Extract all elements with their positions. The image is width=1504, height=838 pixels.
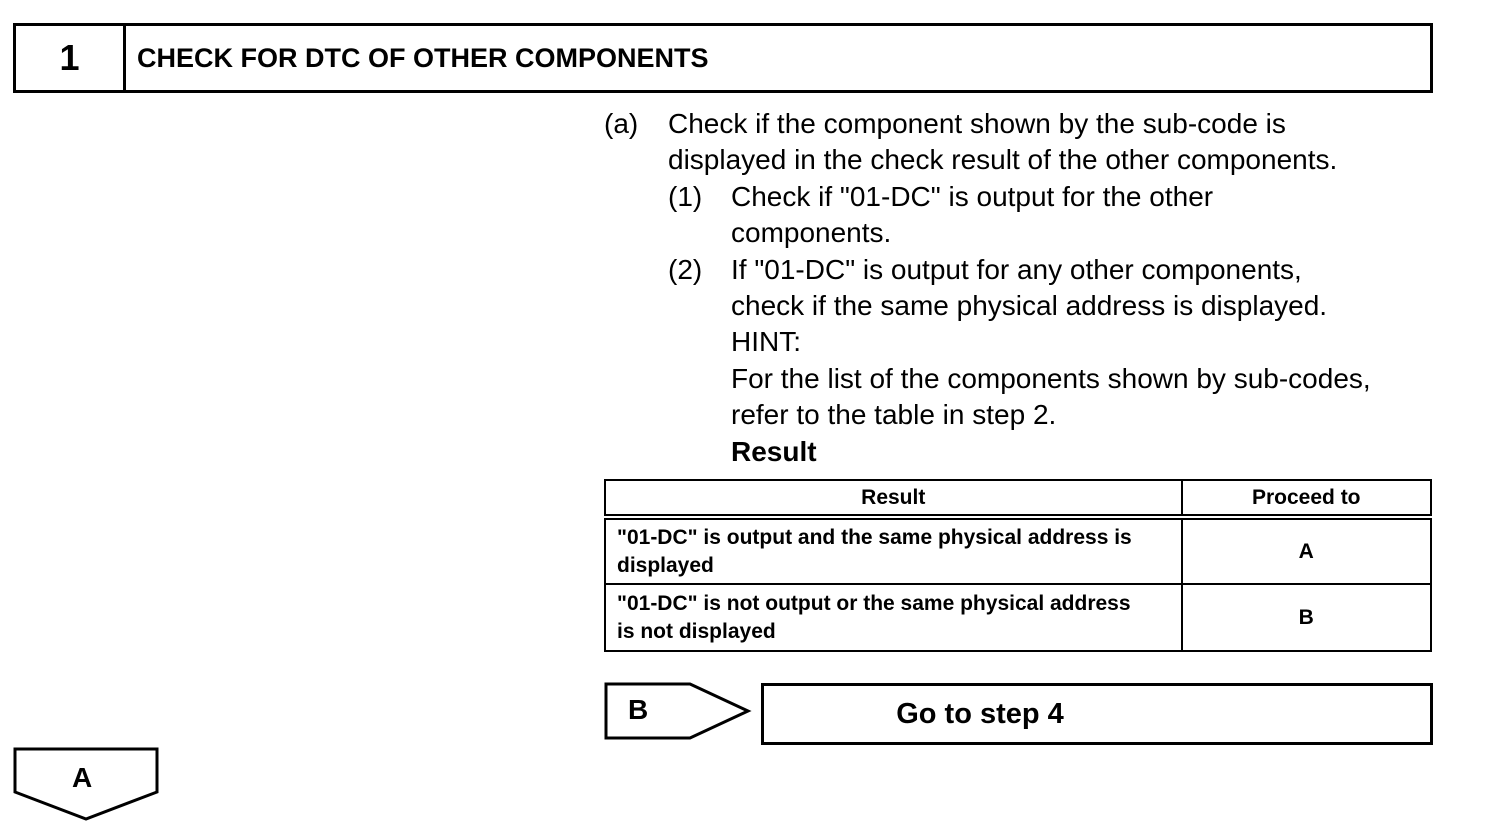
table-row [605, 584, 1431, 651]
goto-step-label: Go to step 4 [896, 697, 1064, 730]
hint-text-1: For the list of the components shown by sub-codes, [731, 362, 1371, 394]
hint-label-text: HINT: [731, 326, 801, 358]
result-heading [604, 434, 1371, 470]
instructions [604, 106, 1371, 470]
instruction-2-line-1 [604, 252, 1371, 288]
instruction-a-line-2 [604, 142, 1371, 178]
result-heading-text: Result [731, 435, 817, 467]
instruction-a-marker: (a) [604, 108, 639, 139]
instruction-1-text-1: Check if "01-DC" is output for the other [731, 180, 1214, 212]
result-table [604, 479, 1432, 652]
instruction-a-text-1: Check if the component shown by the sub-code is [668, 108, 1286, 139]
step-title: CHECK FOR DTC OF OTHER COMPONENTS [137, 42, 709, 73]
goto-step-box [761, 683, 1433, 745]
result-cell-line-2: is not displayed [617, 619, 776, 643]
instruction-a-line-1 [604, 106, 1371, 142]
instruction-1-line-2 [604, 215, 1371, 251]
header-proceed-to: Proceed to [1182, 480, 1431, 517]
result-cell-line-1: "01-DC" is not output or the same physical address [617, 591, 1131, 615]
instruction-2-text-2: check if the same physical address is displayed. [731, 289, 1328, 321]
instruction-a-text-2: displayed in the check result of the other components. [668, 144, 1338, 176]
arrow-b-icon [604, 682, 752, 740]
step-number: 1 [16, 26, 126, 90]
result-cell [605, 517, 1182, 584]
hint-line-2 [604, 397, 1371, 433]
hint-text-2: refer to the table in step 2. [731, 399, 1057, 431]
instruction-1-marker: (1) [668, 180, 703, 212]
table-header-row [605, 480, 1431, 517]
instruction-2-text-1: If "01-DC" is output for any other components, [731, 253, 1302, 285]
arrow-a-label: A [72, 762, 93, 793]
hint-label [604, 324, 1371, 360]
result-cell-line-2: displayed [617, 553, 714, 577]
instruction-1-line-1 [604, 179, 1371, 215]
table-row [605, 517, 1431, 584]
instruction-2-marker: (2) [668, 253, 703, 285]
proceed-cell: B [1182, 584, 1431, 651]
proceed-cell: A [1182, 517, 1431, 584]
instruction-1-text-2: components. [731, 217, 892, 249]
header-result: Result [605, 480, 1182, 517]
result-cell-line-1: "01-DC" is output and the same physical address is [617, 525, 1132, 549]
arrow-b-label: B [628, 694, 649, 725]
step-header [13, 23, 1433, 93]
instruction-2-line-2 [604, 288, 1371, 324]
result-cell [605, 584, 1182, 651]
hint-line-1 [604, 361, 1371, 397]
